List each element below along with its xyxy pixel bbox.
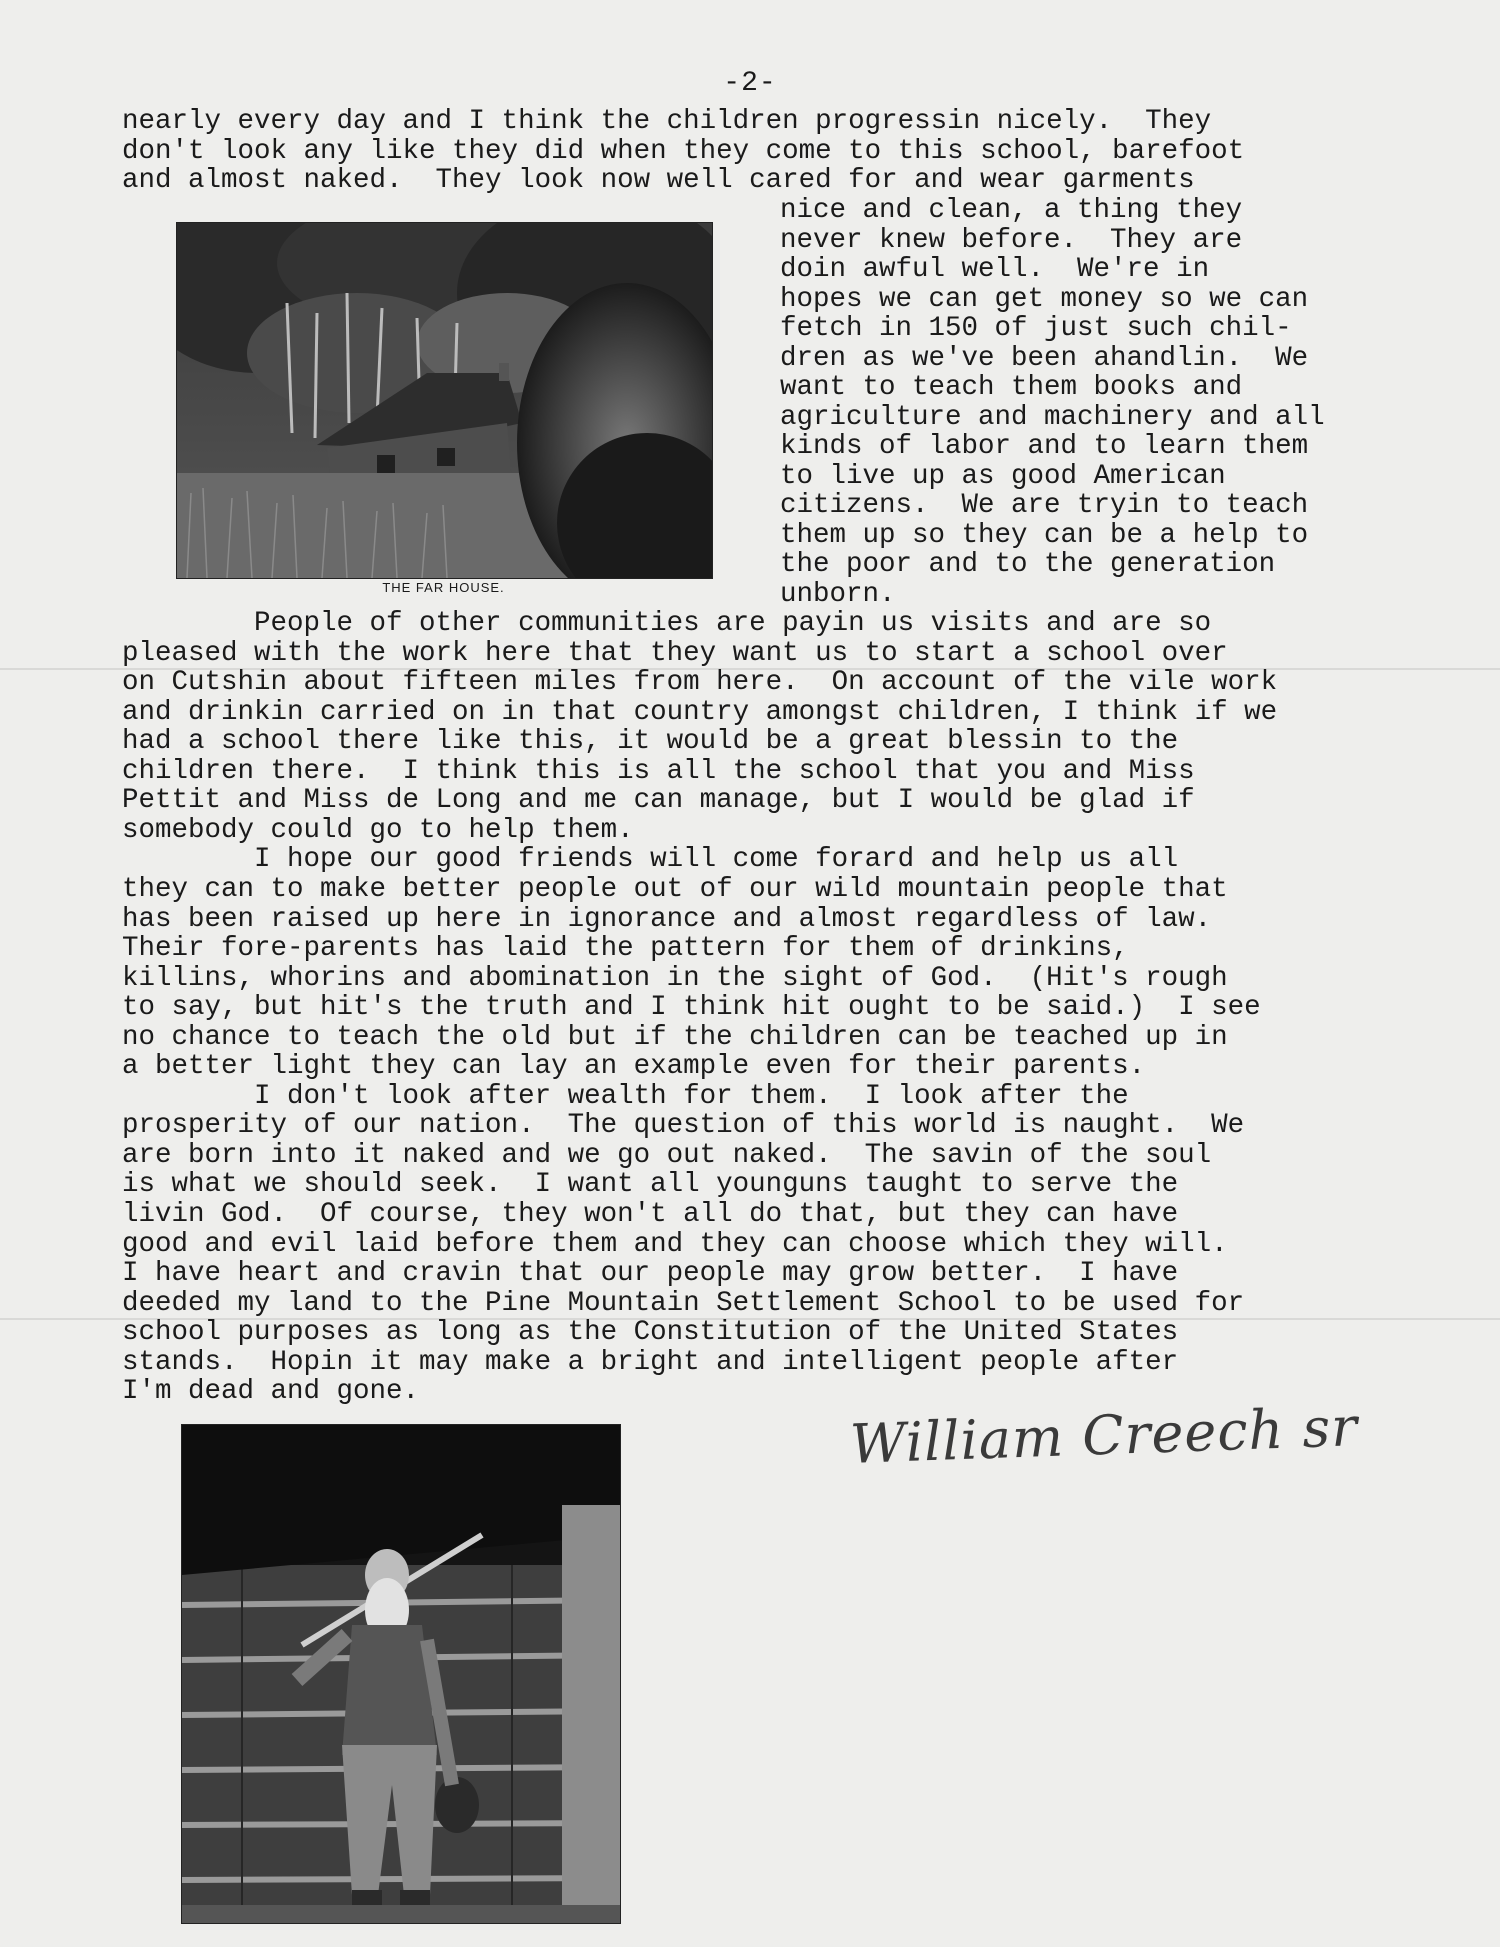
text-line: is what we should seek. I want all younguns taught to serve the: [122, 1169, 1179, 1201]
text-line: prosperity of our nation. The question of this world is naught. We: [122, 1110, 1245, 1142]
text-line: and drinkin carried on in that country amongst children, I think if we: [122, 696, 1278, 728]
text-line: they can to make better people out of our wild mountain people that: [122, 873, 1228, 905]
text-line: Pettit and Miss de Long and me can manage, but I would be glad if: [122, 785, 1195, 817]
text-line: somebody could go to help them.: [122, 814, 634, 846]
text-line: citizens. We are tryin to teach: [780, 490, 1309, 521]
text-line: the poor and to the generation: [780, 549, 1276, 580]
text-line: children there. I think this is all the school that you and Miss: [122, 755, 1195, 787]
text-line: on Cutshin about fifteen miles from here. On account of the vile work: [122, 667, 1278, 699]
text-line: agriculture and machinery and all: [780, 401, 1325, 433]
far-house-photo: [176, 222, 713, 579]
text-line: hopes we can get money so we can: [780, 283, 1309, 315]
text-line: deeded my land to the Pine Mountain Settlement School to be used for: [122, 1287, 1245, 1319]
text-line: killins, whorins and abomination in the sight of God. (Hit's rough: [122, 962, 1228, 994]
text-line: I don't look after wealth for them. I look after the: [122, 1080, 1129, 1112]
text-line: had a school there like this, it would be a great blessin to the: [122, 726, 1179, 758]
text-line: People of other communities are payin us visits and are so: [122, 608, 1212, 639]
text-line: no chance to teach the old but if the children can be teached up in: [122, 1021, 1228, 1053]
mountaineer-photo: [181, 1424, 621, 1924]
text-line: fetch in 150 of just such chil-: [780, 313, 1292, 344]
text-line: are born into it naked and we go out naked. The savin of the soul: [122, 1139, 1212, 1171]
text-line: school purposes as long as the Constitution of the United States: [122, 1317, 1179, 1349]
text-line: I have heart and cravin that our people may grow better. I have: [122, 1258, 1179, 1290]
text-line: I hope our good friends will come forard and help us all: [122, 844, 1179, 876]
text-line: to say, but hit's the truth and I think hit ought to be said.) I see: [122, 992, 1261, 1024]
text-line: unborn.: [780, 578, 896, 610]
text-line: kinds of labor and to learn them: [780, 431, 1309, 462]
text-line: don't look any like they did when they come to this school, barefoot: [122, 135, 1245, 167]
text-line: them up so they can be a help to: [780, 519, 1309, 551]
text-line: and almost naked. They look now well cared for and wear garments: [122, 165, 1195, 196]
text-line: nice and clean, a thing they: [780, 195, 1243, 226]
text-line: I'm dead and gone.: [122, 1376, 420, 1408]
text-line: pleased with the work here that they want us to start a school over: [122, 637, 1228, 669]
far-house-caption: THE FAR HOUSE.: [382, 580, 505, 595]
text-line: livin God. Of course, they won't all do that, but they can have: [122, 1199, 1179, 1230]
text-line: good and evil laid before them and they can choose which they will.: [122, 1228, 1228, 1260]
text-line: to live up as good American: [780, 460, 1226, 492]
text-line: never knew before. They are: [780, 224, 1243, 256]
signature: William Creech sr: [849, 1395, 1359, 1476]
text-line: Their fore-parents has laid the pattern for them of drinkins,: [122, 933, 1129, 965]
text-line: has been raised up here in ignorance and almost regardless of law.: [122, 903, 1212, 935]
text-line: doin awful well. We're in: [780, 254, 1210, 285]
page-number: -2-: [723, 68, 777, 99]
text-line: dren as we've been ahandlin. We: [780, 342, 1309, 374]
text-line: stands. Hopin it may make a bright and intelligent people after: [122, 1346, 1179, 1378]
text-line: a better light they can lay an example even for their parents.: [122, 1051, 1146, 1083]
text-line: nearly every day and I think the children progressin nicely. They: [122, 106, 1212, 137]
text-line: want to teach them books and: [780, 372, 1243, 403]
